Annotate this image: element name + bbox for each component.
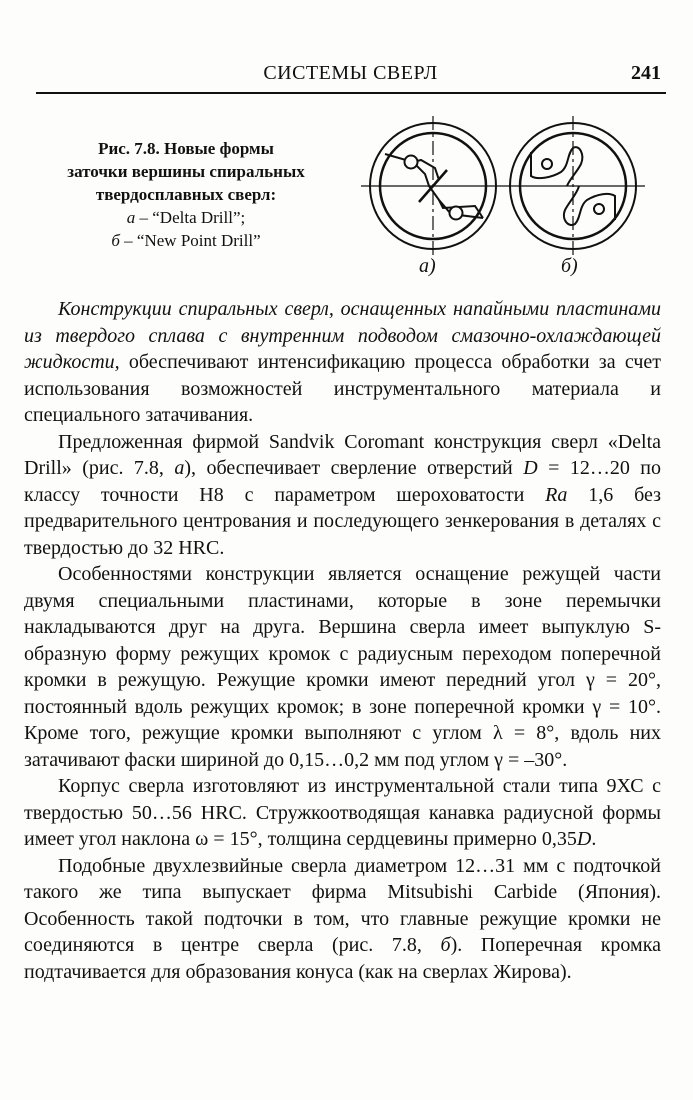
paragraph-2-ra-symbol: Ra xyxy=(545,483,568,506)
drill-point-figure xyxy=(355,110,660,280)
paragraph-5 xyxy=(24,853,661,986)
running-title: СИСТЕМЫ СВЕРЛ xyxy=(263,62,438,84)
caption-item-b xyxy=(40,229,332,252)
figure-caption xyxy=(40,137,332,252)
paragraph-1-rest: обеспечивают интенсификацию процесса обработки за счет использования возможностей инструментального материала и специального затачивания. xyxy=(24,351,661,426)
page-number: 241 xyxy=(631,62,661,84)
paragraph-2 xyxy=(24,429,661,562)
caption-title-line-2: заточки вершины спиральных xyxy=(67,162,305,181)
paragraph-1 xyxy=(24,296,661,429)
figure-label-a: а) xyxy=(419,255,436,277)
paragraph-4-part-2: . xyxy=(591,828,597,850)
caption-item-b-text: – “New Point Drill” xyxy=(119,231,261,250)
paragraph-5-fig-b: б xyxy=(440,934,451,956)
body-text xyxy=(24,296,661,985)
paragraph-2-part-1: Предложенная фирмой Sandvik Coromant конструкция сверл «Delta Drill» (рис. 7.8, xyxy=(24,430,661,479)
paragraph-4 xyxy=(24,773,661,853)
paragraph-1-italic: Конструкции спиральных сверл, оснащенных напайными пластинами из твердого сплава с внутренним подводом смазочно-охлаждающей жидкости, xyxy=(24,298,661,373)
caption-item-a-letter: а xyxy=(126,208,136,227)
new-point-drill-drawing xyxy=(505,116,645,258)
paragraph-2-fig-a: а xyxy=(174,457,185,479)
paragraph-2-part-3: = 12…20 по классу точности H8 с параметром шероховатости xyxy=(24,457,661,506)
paragraph-2-part-4: 1,6 без предварительного центрования и последующего зенкерования в деталях с твердостью до 32 HRC. xyxy=(24,483,661,559)
paragraph-4-part-1: Корпус сверла изготовляют из инструментальной стали типа 9ХС с твердостью 50…56 HRC. Стружкоотводящая канавка радиусной формы имеет угол наклона ω = 15°, толщина сердцевины примерно 0,35 xyxy=(24,775,661,850)
paragraph-4-d-symbol: D xyxy=(576,828,592,850)
running-header xyxy=(38,58,663,88)
caption-title-line-3: твердосплавных сверл: xyxy=(95,185,277,204)
paragraph-5-part-2: ). Поперечная кромка подтачивается для образования конуса (как на сверлах Жирова). xyxy=(24,934,661,983)
paragraph-3: Особенностями конструкции является оснащение режущей части двумя специальными пластинами, которые в зоне перемычки накладываются друг на друга. Вершина сверла имеет выпуклую S-образную форму режущих кромок с радиусным переходом поперечной кромки в режущую. Режущие кромки имеют передний угол γ = 20°, постоянный вдоль режущих кромок; в зоне поперечной кромки γ = 10°. Кроме того, режущие кромки выполняют с углом λ = 8°, вдоль них затачивают фаски шириной до 0,15…0,2 мм под углом γ = –30°. xyxy=(24,563,661,771)
caption-title-line-1: Рис. 7.8. Новые формы xyxy=(98,139,274,158)
caption-item-a-text: – “Delta Drill”; xyxy=(135,208,246,227)
paragraph-2-d-symbol: D xyxy=(523,457,538,479)
paragraph-2-part-2: ), обеспечивает сверление отверстий xyxy=(184,457,524,479)
header-rule xyxy=(36,92,666,94)
delta-drill-drawing xyxy=(361,116,505,258)
caption-item-a xyxy=(40,206,332,229)
paragraph-5-part-1: Подобные двухлезвийные сверла диаметром 12…31 мм с подточкой такого же типа выпускает фирма Mitsubishi Carbide (Япония). Особенность такой подточки в том, что главные режущие кромки не соединяются в центре сверла (рис. 7.8, xyxy=(24,854,661,956)
caption-item-b-letter: б xyxy=(111,231,120,250)
figure-label-b: б) xyxy=(561,255,578,277)
drill-point-drawing xyxy=(355,110,660,280)
